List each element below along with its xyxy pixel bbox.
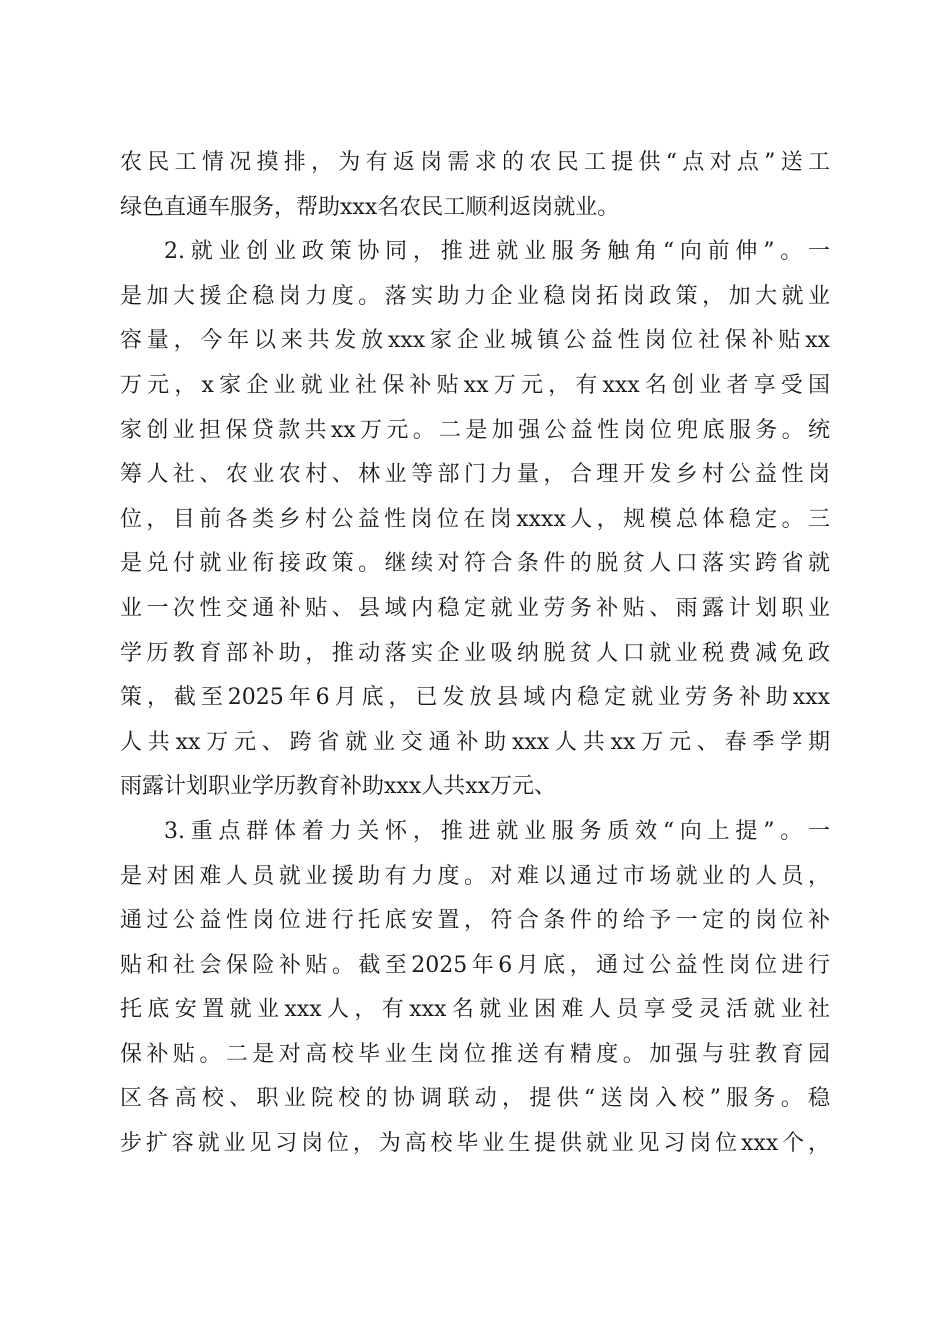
- text-line: 是兑付就业衔接政策。继续对符合条件的脱贫人口落实跨省就: [120, 551, 830, 577]
- text-line: 业一次性交通补贴、县域内稳定就业劳务补贴、雨露计划职业: [120, 595, 830, 621]
- paragraph-heading-line: 3.重点群体着力关怀，推进就业服务质效“向上提”。一: [164, 818, 830, 844]
- text-line: 贴和社会保险补贴。截至2025年6月底，通过公益性岗位进行: [120, 952, 830, 978]
- text-line: 雨露计划职业学历教育补助xxx人共xx万元、: [120, 774, 557, 800]
- text-line: 策，截至2025年6月底，已发放县域内稳定就业劳务补助xxx: [120, 685, 830, 711]
- text-line: 保补贴。二是对高校毕业生岗位推送有精度。加强与驻教育园: [120, 1041, 830, 1067]
- text-line: 万元，x家企业就业社保补贴xx万元，有xxx名创业者享受国: [120, 372, 830, 398]
- text-line: 家创业担保贷款共xx万元。二是加强公益性岗位兜底服务。统: [120, 417, 830, 443]
- text-line: 人共xx万元、跨省就业交通补助xxx人共xx万元、春季学期: [120, 729, 830, 755]
- text-line: 农民工情况摸排，为有返岗需求的农民工提供“点对点”送工: [120, 150, 830, 175]
- text-line: 学历教育部补助，推动落实企业吸纳脱贫人口就业税费减免政: [120, 640, 830, 666]
- text-line: 托底安置就业xxx人，有xxx名就业困难人员享受灵活就业社: [120, 997, 830, 1023]
- text-line: 步扩容就业见习岗位，为高校毕业生提供就业见习岗位xxx个，: [120, 1131, 830, 1157]
- text-line: 容量，今年以来共发放xxx家企业城镇公益性岗位社保补贴xx: [120, 328, 830, 354]
- text-line: 筹人社、农业农村、林业等部门力量，合理开发乡村公益性岗: [120, 462, 830, 488]
- paragraph-heading-line: 2.就业创业政策协同，推进就业服务触角“向前伸”。一: [164, 239, 830, 265]
- text-line: 通过公益性岗位进行托底安置，符合条件的给予一定的岗位补: [120, 908, 830, 934]
- text-line: 位，目前各类乡村公益性岗位在岗xxxx人，规模总体稳定。三: [120, 506, 830, 532]
- text-line: 是加大援企稳岗力度。落实助力企业稳岗拓岗政策，加大就业: [120, 283, 830, 309]
- text-line: 是对困难人员就业援助有力度。对难以通过市场就业的人员，: [120, 863, 830, 889]
- text-line: 区各高校、职业院校的协调联动，提供“送岗入校”服务。稳: [120, 1086, 830, 1112]
- text-line: 绿色直通车服务，帮助xxx名农民工顺利返岗就业。: [120, 194, 620, 220]
- body-text: [120, 141, 830, 1167]
